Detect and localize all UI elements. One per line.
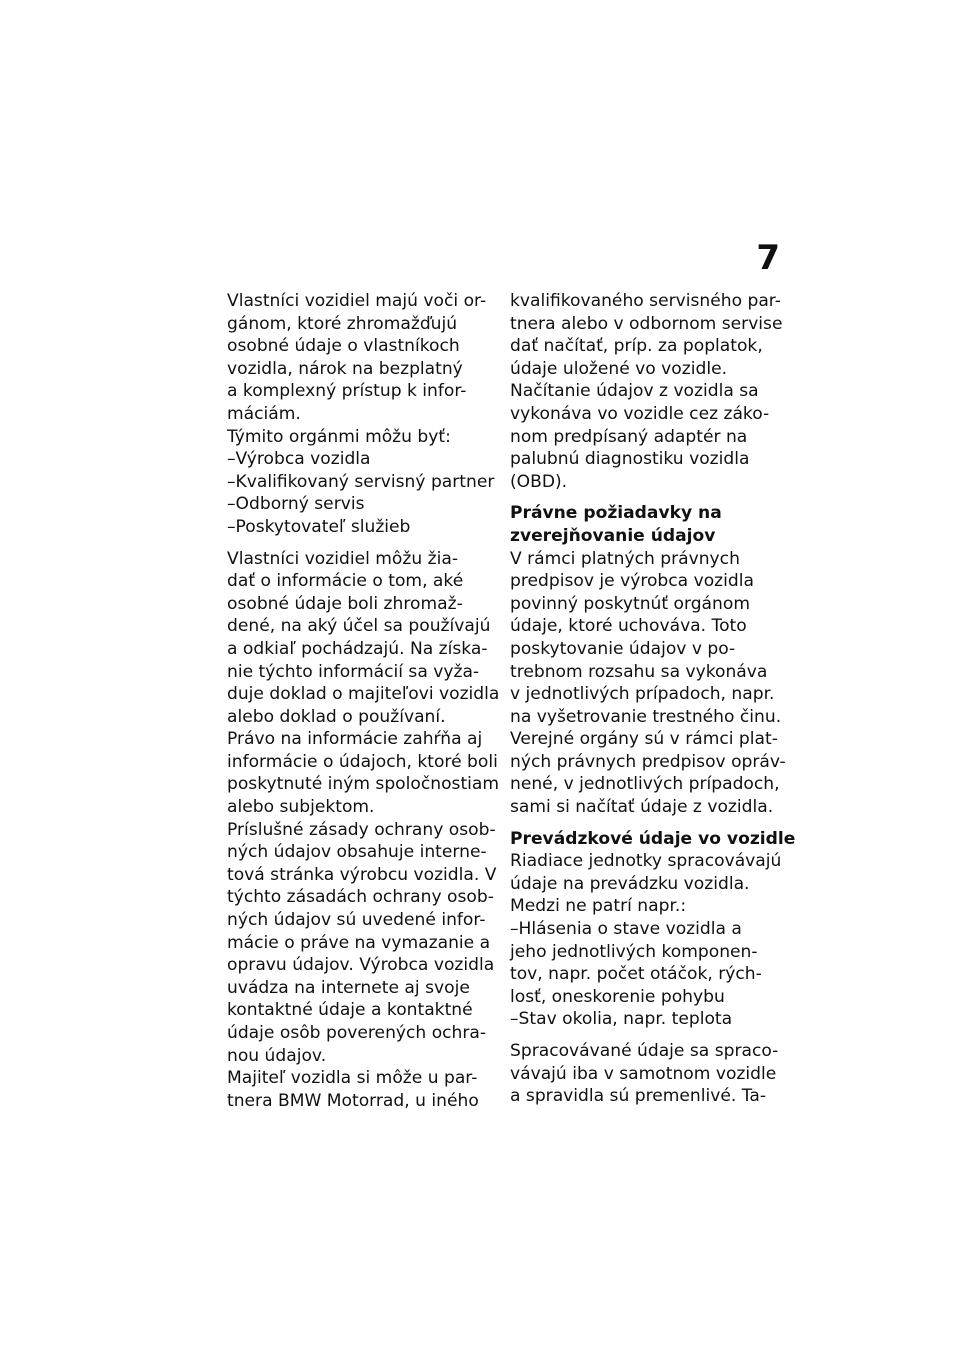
text-line: tnera alebo v odbornom servise xyxy=(510,313,783,334)
text-line: V rámci platných právnych xyxy=(510,548,740,569)
text-line: Príslušné zásady ochrany osob- xyxy=(227,819,496,840)
text-line: v jednotlivých prípadoch, napr. xyxy=(510,684,775,705)
text-line: údaje osôb poverených ochra- xyxy=(227,1023,487,1043)
text-line: poskytnuté iným spoločnostiam xyxy=(227,774,500,795)
text-line: –Hlásenia o stave vozidla a xyxy=(510,919,742,940)
text-line: nie týchto informácií sa vyža- xyxy=(227,661,480,682)
text-line: predpisov je výrobca vozidla xyxy=(510,571,754,592)
text-line: a komplexný prístup k infor- xyxy=(227,381,467,402)
text-line: osobné údaje boli zhromaž- xyxy=(227,593,463,614)
text-line: losť, oneskorenie pohybu xyxy=(510,986,725,1007)
text-line: Právo na informácie zahŕňa aj xyxy=(227,729,483,750)
text-line: tová stránka výrobcu vozidla. V xyxy=(227,864,497,885)
right-text-column xyxy=(510,290,796,1108)
text-line: Načítanie údajov z vozidla sa xyxy=(510,381,759,402)
paragraph-gap xyxy=(510,493,788,502)
text-line: gánom, ktoré zhromažďujú xyxy=(227,313,458,334)
text-line: dať o informácie o tom, aké xyxy=(227,571,464,592)
text-line: trebnom rozsahu sa vykonáva xyxy=(510,661,768,682)
paragraph-gap xyxy=(510,1031,788,1040)
text-line: vykonáva vo vozidle cez záko- xyxy=(510,403,770,424)
text-line: Verejné orgány sú v rámci plat- xyxy=(510,729,778,750)
text-line: údaje uložené vo vozidle. xyxy=(510,358,728,379)
text-line: Riadiace jednotky spracovávajú xyxy=(510,851,782,872)
text-line: ných právnych predpisov opráv- xyxy=(510,751,786,772)
text-line: sami si načítať údaje z vozidla. xyxy=(510,797,774,818)
text-line: Medzi ne patrí napr.: xyxy=(510,896,687,917)
section-heading-line: zverejňovanie údajov xyxy=(510,525,716,546)
text-line: vozidla, nárok na bezplatný xyxy=(227,358,463,379)
text-line: –Odborný servis xyxy=(227,494,365,515)
left-text-column xyxy=(227,290,505,1112)
text-line: Vlastníci vozidiel môžu žia- xyxy=(227,548,458,569)
text-line: vávajú iba v samotnom vozidle xyxy=(510,1063,777,1084)
text-line: ných údajov obsahuje interne- xyxy=(227,842,487,863)
text-line: dené, na aký účel sa používajú xyxy=(227,616,491,637)
text-line: kontaktné údaje a kontaktné xyxy=(227,1000,473,1021)
text-line: jeho jednotlivých komponen- xyxy=(510,941,758,962)
text-line: nom predpísaný adaptér na xyxy=(510,426,748,447)
section-heading-line: Právne požiadavky na xyxy=(510,503,722,524)
text-line: poskytovanie údajov v po- xyxy=(510,638,736,659)
text-line: na vyšetrovanie trestného činu. xyxy=(510,706,782,727)
text-line: údaje na prevádzku vozidla. xyxy=(510,873,750,894)
paragraph-gap xyxy=(510,819,788,828)
text-line: –Výrobca vozidla xyxy=(227,449,371,470)
text-line: duje doklad o majiteľovi vozidla xyxy=(227,684,500,705)
text-line: Týmito orgánmi môžu byť: xyxy=(227,426,451,447)
text-line: osobné údaje o vlastníkoch xyxy=(227,336,460,357)
section-heading-line: Prevádzkové údaje vo vozidle xyxy=(510,828,796,849)
text-line: Majiteľ vozidla si môže u par- xyxy=(227,1068,478,1089)
text-line: ných údajov sú uvedené infor- xyxy=(227,910,486,931)
text-line: máciám. xyxy=(227,403,301,424)
text-line: alebo subjektom. xyxy=(227,797,375,818)
text-line: nené, v jednotlivých prípadoch, xyxy=(510,774,780,795)
text-line: alebo doklad o používaní. xyxy=(227,706,446,727)
text-line: údaje, ktoré uchováva. Toto xyxy=(510,616,747,637)
text-line: dať načítať, príp. za poplatok, xyxy=(510,336,763,357)
text-line: povinný poskytnúť orgánom xyxy=(510,593,750,614)
text-line: a odkiaľ pochádzajú. Na získa- xyxy=(227,638,488,659)
text-line: tnera BMW Motorrad, u iného xyxy=(227,1090,479,1111)
text-line: –Kvalifikovaný servisný partner xyxy=(227,471,495,492)
text-line: Spracovávané údaje sa spraco- xyxy=(510,1041,779,1061)
text-line: –Stav okolia, napr. teplota xyxy=(510,1009,733,1030)
text-line: mácie o práve na vymazanie a xyxy=(227,932,491,953)
text-line: a spravidla sú premenlivé. Ta- xyxy=(510,1086,766,1107)
text-line: kvalifikovaného servisného par- xyxy=(510,291,781,311)
text-line: Vlastníci vozidiel majú voči or- xyxy=(227,291,487,311)
text-line: nou údajov. xyxy=(227,1045,327,1066)
text-line: opravu údajov. Výrobca vozidla xyxy=(227,955,495,976)
text-line: informácie o údajoch, ktoré boli xyxy=(227,751,498,772)
text-line: –Poskytovateľ služieb xyxy=(227,516,411,537)
text-line: palubnú diagnostiku vozidla xyxy=(510,449,750,470)
text-line: tov, napr. počet otáčok, rých- xyxy=(510,964,762,985)
text-line: (OBD). xyxy=(510,471,568,492)
paragraph-gap xyxy=(227,539,505,548)
text-line: uvádza na internete aj svoje xyxy=(227,977,470,998)
page-number: 7 xyxy=(756,238,780,278)
text-line: týchto zásadách ochrany osob- xyxy=(227,887,494,908)
